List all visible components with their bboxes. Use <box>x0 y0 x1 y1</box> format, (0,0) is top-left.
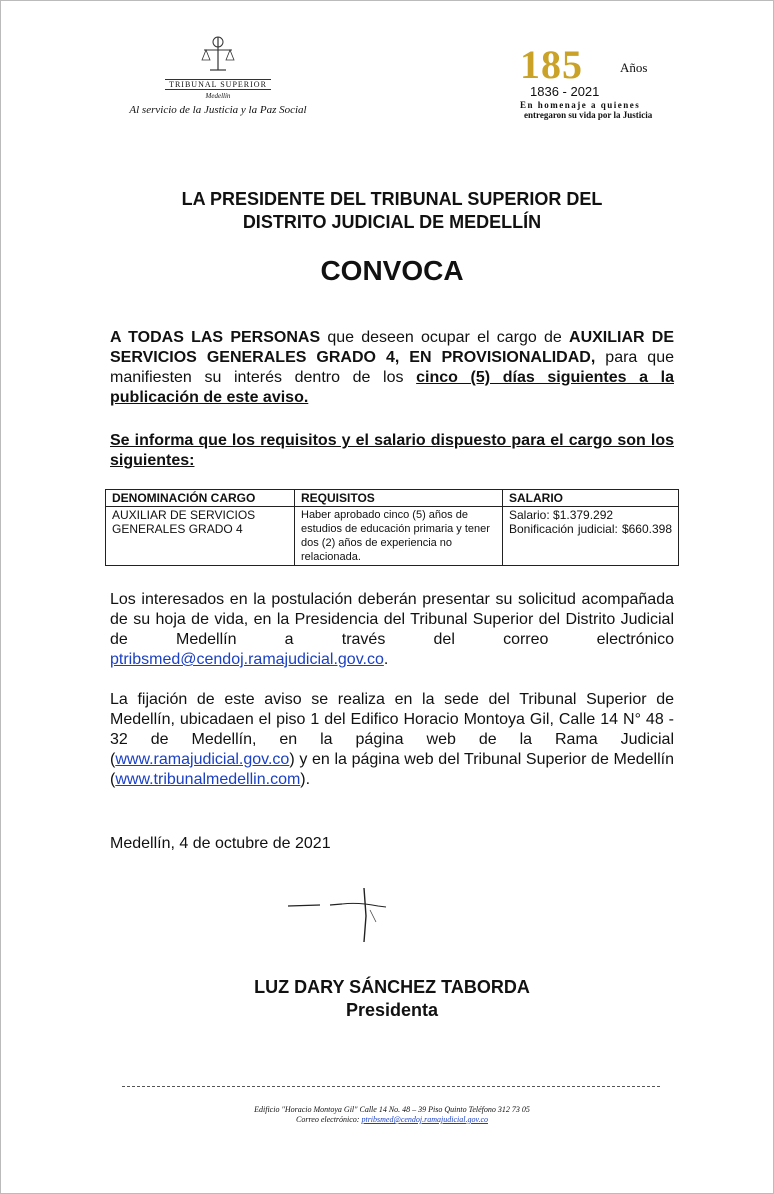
footer-email-line <box>110 1115 674 1125</box>
footer-email-link[interactable]: ptribsmed@cendoj.ramajudicial.gov.co <box>361 1115 488 1124</box>
header-salario: SALARIO <box>503 490 679 507</box>
title-line-1: LA PRESIDENTE DEL TRIBUNAL SUPERIOR DEL <box>181 189 603 209</box>
tribunal-city: Medellín <box>205 92 231 100</box>
header-cargo: DENOMINACIÓN CARGO <box>106 490 295 507</box>
para3-end: . <box>383 651 389 668</box>
para3-text: Los interesados en la postulación deberán presentar su solicitud acompañada de su hoja de vida, en la Presidencia del Tribunal Superior del Distrito Judicial de Medellín a través del correo electrónico <box>110 591 674 648</box>
tribute-line-2: entregaron su vida por la Justicia <box>524 110 653 120</box>
para4-text-1: La fijación de este aviso se realiza en la sede del Tribunal Superior de Medellín, ubicadaen el piso 1 del Edifico Horacio Montoya Gil, Calle 14 N° 48 - 32 de Medellín, en la página web de la Rama Judicial ( <box>110 691 674 768</box>
para4-text-2: ) y en la página web del Tribunal Superior de Medellín ( <box>110 751 674 788</box>
para4-text-3: ). <box>300 771 311 788</box>
document-title <box>110 188 674 234</box>
cell-requisitos: Haber aprobado cinco (5) años de estudios de educación primaria y tener dos (2) años de experiencia no relacionada. <box>295 507 503 566</box>
title-line-2: DISTRITO JUDICIAL DE MEDELLÍN <box>242 212 542 232</box>
footer <box>110 1105 674 1125</box>
header-requisitos: REQUISITOS <box>295 490 503 507</box>
para1-text-1: que deseen ocupar el cargo de <box>320 329 570 346</box>
para1-text-2: para que manifiesten su interés dentro de los <box>110 349 674 386</box>
email-link[interactable]: ptribsmed@cendoj.ramajudicial.gov.co <box>110 651 384 668</box>
application-paragraph <box>110 590 674 670</box>
tribute-line-1: En homenaje a quienes <box>520 100 641 110</box>
signer-block <box>110 976 674 1022</box>
cell-cargo: AUXILIAR DE SERVICIOS GENERALES GRADO 4 <box>106 507 295 566</box>
ramajudicial-link[interactable]: www.ramajudicial.gov.co <box>115 751 290 768</box>
para1-position: AUXILIAR DE SERVICIOS GENERALES GRADO 4, EN PROVISIONALIDAD, <box>110 329 675 366</box>
signer-title: Presidenta <box>345 1000 439 1020</box>
para1-audience: A TODAS LAS PERSONAS <box>110 329 321 346</box>
convoca-heading: CONVOCA <box>320 255 464 286</box>
scales-of-justice-icon <box>198 34 238 74</box>
signer-name: LUZ DARY SÁNCHEZ TABORDA <box>254 977 530 997</box>
table-header-row <box>106 490 679 507</box>
anniversary-years: 1836 - 2021 <box>530 84 600 99</box>
footer-divider <box>122 1086 660 1087</box>
table-row <box>106 507 679 566</box>
tribunal-logo <box>118 34 318 116</box>
cell-salario <box>503 507 679 566</box>
salary-value: Salario: $1.379.292 <box>509 508 614 522</box>
requirements-intro: Se informa que los requisitos y el salario dispuesto para el cargo son los siguientes: <box>110 432 674 469</box>
signature-image <box>280 880 420 950</box>
bonus-value: Bonificación judicial: $660.398 <box>509 522 672 536</box>
anniversary-number: 185 <box>520 42 583 87</box>
footer-email-label: Correo electrónico: <box>296 1115 362 1124</box>
anniversary-word: Años <box>620 60 648 75</box>
para1-deadline: cinco (5) días siguientes a la publicación de este aviso. <box>110 369 674 406</box>
publication-paragraph <box>110 690 674 790</box>
anniversary-logo <box>520 42 680 120</box>
document-date: Medellín, 4 de octubre de 2021 <box>110 835 331 852</box>
footer-address: Edificio "Horacio Montoya Gil" Calle 14 No. 48 – 39 Piso Quinto Teléfono 312 73 05 <box>254 1105 530 1114</box>
tribunal-slogan: Al servicio de la Justicia y la Paz Social <box>129 104 307 116</box>
announcement-paragraph <box>110 328 674 408</box>
tribunal-website-link[interactable]: www.tribunalmedellin.com <box>115 771 301 788</box>
requirements-table <box>105 489 679 566</box>
tribunal-name: TRIBUNAL SUPERIOR <box>165 79 271 90</box>
